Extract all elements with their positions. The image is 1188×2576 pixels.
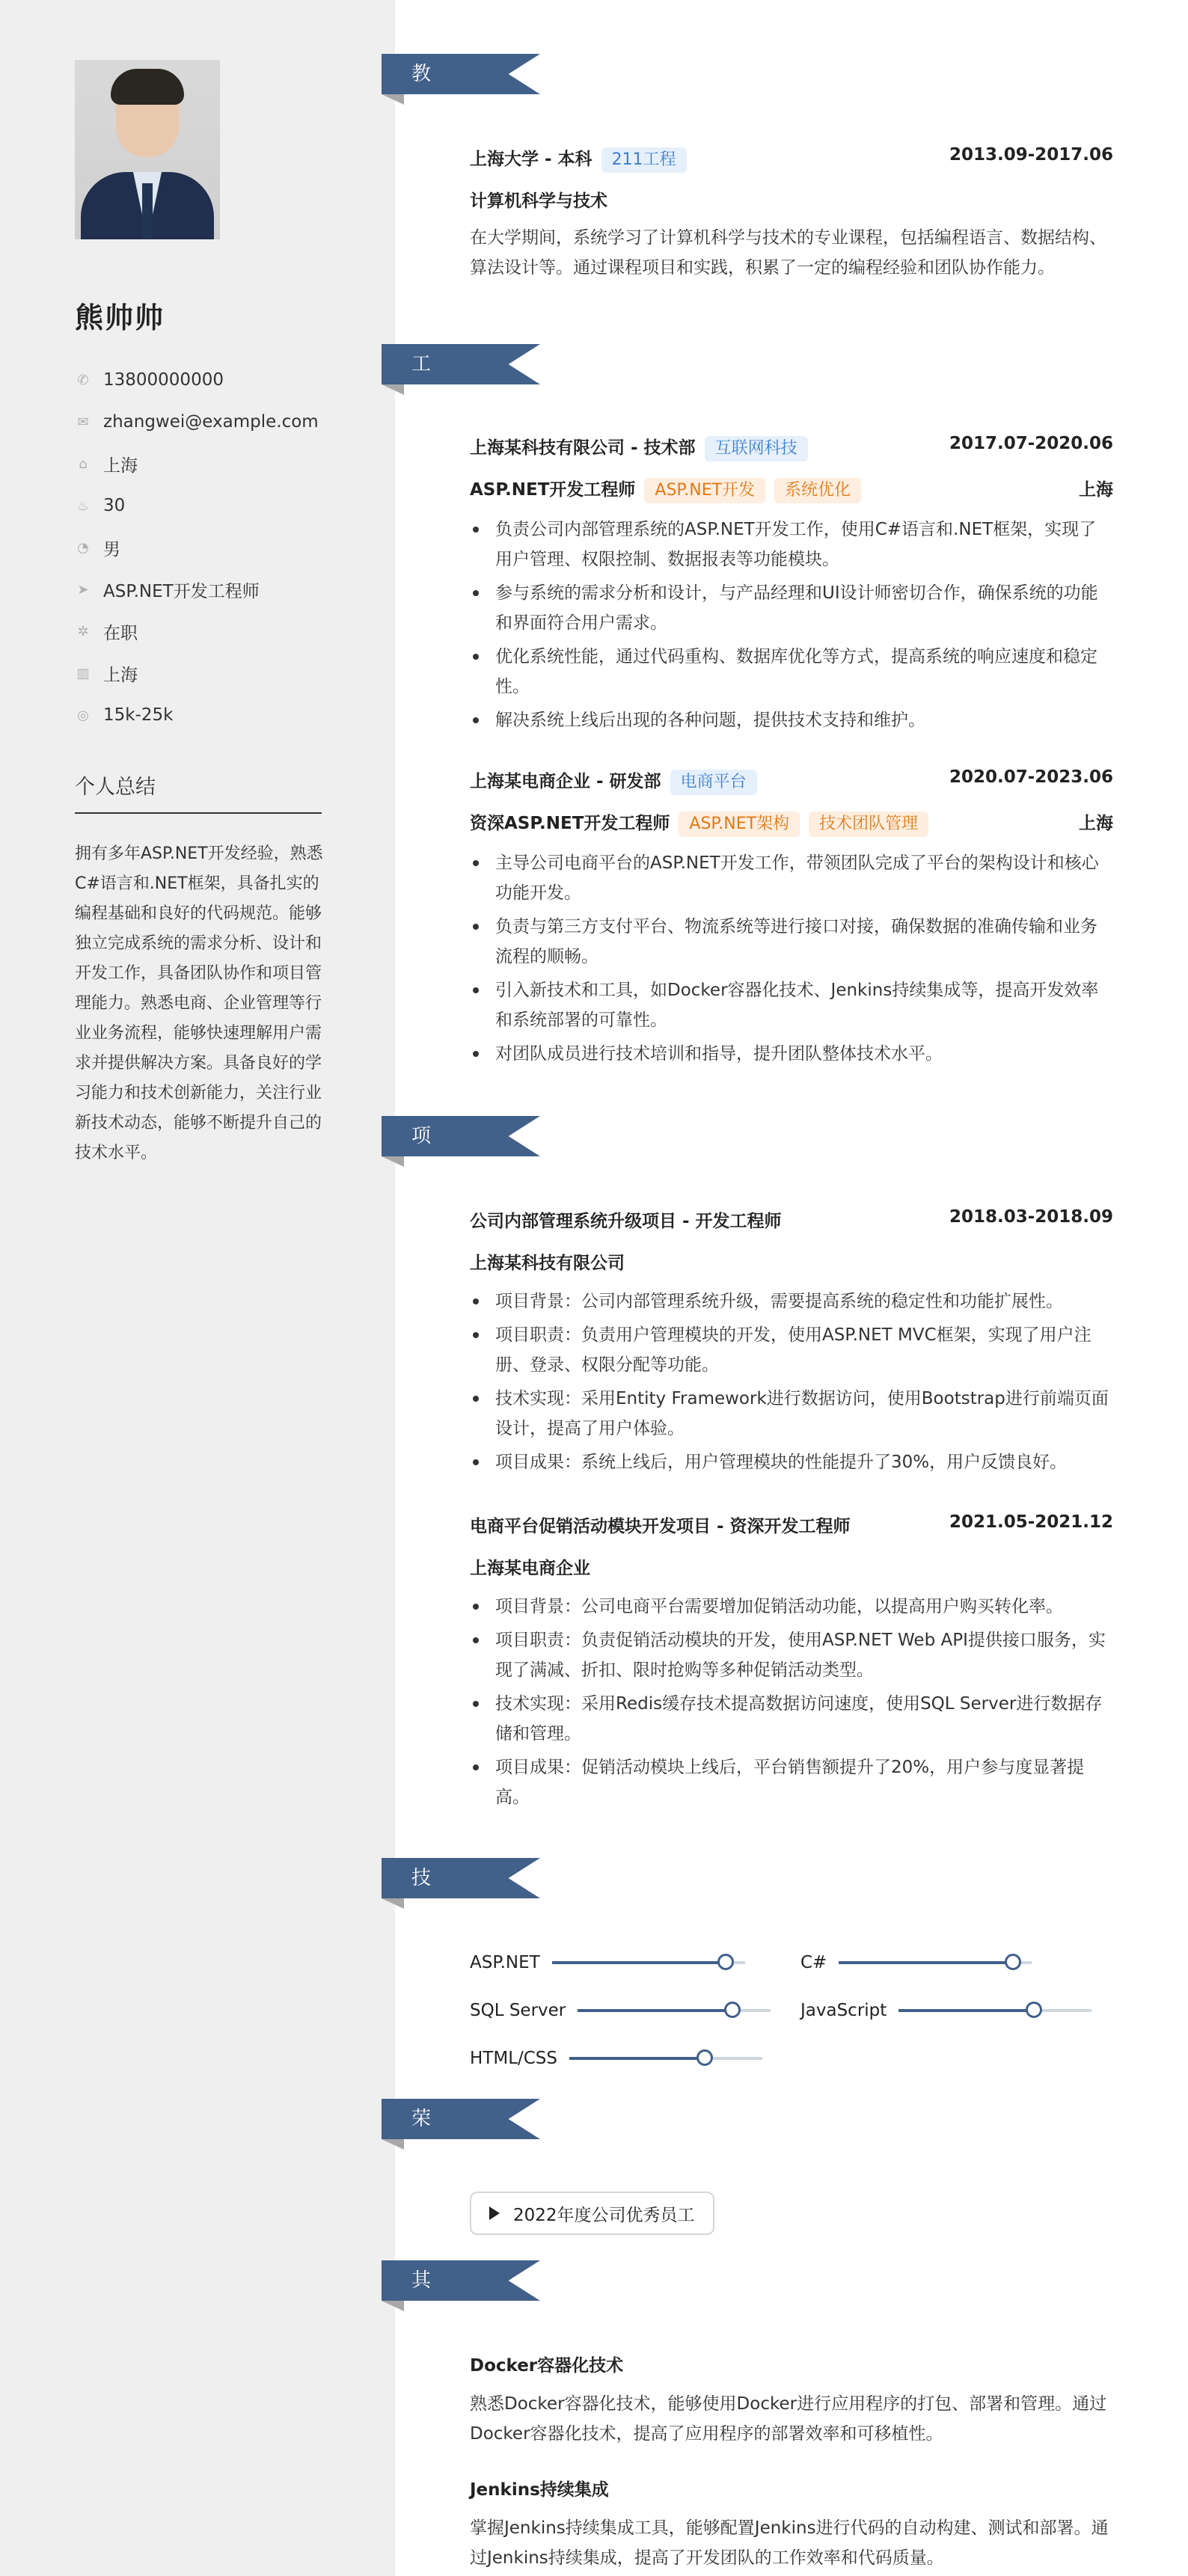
industry-tag: 电商平台 (670, 770, 757, 795)
skill-bar (569, 2057, 762, 2060)
project-title: 公司内部管理系统升级项目 - 开发工程师 (470, 1212, 782, 1231)
list-item: 主导公司电商平台的ASP.NET开发工作，带领团队完成了平台的架构设计和核心功能开发。 (470, 848, 1113, 908)
skill-item (800, 1996, 1091, 2025)
industry-tag: 互联网科技 (705, 436, 808, 461)
email-row (75, 401, 319, 443)
status-text: 在职 (103, 623, 138, 643)
education-desc: 在大学期间，系统学习了计算机科学与技术的专业课程，包括编程语言、数据结构、算法设计等。通过课程项目和实践，积累了一定的编程经验和团队协作能力。 (470, 228, 1106, 277)
skill-bar (552, 1961, 745, 1964)
skill-tag: 技术团队管理 (809, 812, 928, 837)
building-icon: ▥ (76, 665, 90, 681)
project-title: 电商平台促销活动模块开发项目 - 资深开发工程师 (470, 1517, 851, 1536)
list-item: 项目职责：负责促销活动模块的开发，使用ASP.NET Web API提供接口服务，实现了满减、折扣、限时抢购等多种促销活动类型。 (470, 1625, 1113, 1685)
phone-icon: ✆ (77, 372, 89, 388)
list-item: 参与系统的需求分析和设计，与产品经理和UI设计师密切合作，确保系统的功能和界面符合用户需求。 (470, 578, 1113, 638)
list-item: 解决系统上线后出现的各种问题，提供技术支持和维护。 (470, 705, 1113, 735)
project-header (470, 1512, 1113, 1537)
list-item: 引入新技术和工具，如Docker容器化技术、Jenkins持续集成等，提高开发效率和系统部署的可靠性。 (470, 975, 1113, 1035)
list-item: 对团队成员进行技术培训和指导，提升团队整体技术水平。 (470, 1039, 1113, 1069)
candidate-name: 熊帅帅 (75, 301, 165, 334)
list-item: 负责公司内部管理系统的ASP.NET开发工作，使用C#语言和.NET框架，实现了用户管理、权限控制、数据报表等功能模块。 (470, 515, 1113, 574)
city-row (75, 652, 319, 694)
education-major: 计算机科学与技术 (470, 191, 607, 211)
list-item: 项目成果：促销活动模块上线后，平台销售额提升了20%，用户参与度显著提高。 (470, 1752, 1113, 1812)
position-row (75, 568, 319, 610)
gender-icon: ◔ (77, 539, 89, 556)
education-header (470, 145, 1113, 173)
work-bullets (470, 848, 1113, 1073)
skill-tag: ASP.NET架构 (679, 812, 800, 837)
section-title: 项目经历 (411, 1125, 432, 1269)
status-row (75, 610, 319, 652)
other-text: 熟悉Docker容器化技术，能够使用Docker进行应用程序的打包、部署和管理。通过Docker容器化技术，提高了应用程序的部署效率和可移植性。 (470, 2394, 1107, 2444)
work-date: 2020.07-2023.06 (949, 767, 1113, 787)
section-title: 其他信息 (411, 2269, 432, 2413)
salary-row (75, 694, 319, 736)
skill-bar (839, 1961, 1032, 1964)
work-company: 上海某电商企业 - 研发部 (470, 772, 661, 791)
list-item: 项目成果：系统上线后，用户管理模块的性能提升了30%，用户反馈良好。 (470, 1447, 1113, 1477)
work-role-row (470, 809, 1113, 837)
list-item: 技术实现：采用Redis缓存技术提高数据访问速度，使用SQL Server进行数据存储和管理。 (470, 1689, 1113, 1749)
summary-title: 个人总结 (75, 776, 156, 799)
skill-bar (898, 2009, 1091, 2012)
gear-icon: ✲ (77, 623, 89, 640)
skill-tag: ASP.NET开发 (644, 478, 765, 503)
skill-knob (724, 2002, 741, 2018)
skill-item (470, 1948, 745, 1978)
skill-name: HTML/CSS (470, 2049, 558, 2068)
skill-name: JavaScript (800, 2001, 887, 2020)
work-role: 资深ASP.NET开发工程师 (470, 814, 670, 833)
cake-icon: ♨ (76, 497, 90, 514)
award-text: 2022年度公司优秀员工 (513, 2205, 695, 2225)
gender-row (75, 527, 319, 568)
list-item: 项目背景：公司电商平台需要增加促销活动功能，以提高用户购买转化率。 (470, 1592, 1113, 1622)
project-date: 2018.03-2018.09 (949, 1207, 1113, 1227)
list-item: 项目背景：公司内部管理系统升级，需要提高系统的稳定性和功能扩展性。 (470, 1287, 1113, 1316)
skill-knob (717, 1954, 734, 1970)
skill-tag: 系统优化 (774, 478, 861, 503)
list-item: 技术实现：采用Entity Framework进行数据访问，使用Bootstrap进行前端页面设计，提高了用户体验。 (470, 1384, 1113, 1444)
email-text: zhangwei@example.com (103, 412, 319, 432)
skill-knob (1026, 2002, 1042, 2018)
skill-name: ASP.NET (470, 1953, 540, 1972)
salary-text: 15k-25k (103, 705, 174, 725)
section-title: 工作经历 (411, 353, 432, 497)
section-title: 荣誉奖项 (411, 2108, 432, 2251)
work-role-row (470, 476, 1113, 503)
other-text: 掌握Jenkins持续集成工具，能够配置Jenkins进行代码的自动构建、测试和部署。通过Jenkins持续集成，提高了开发团队的工作效率和代码质量。 (470, 2518, 1109, 2568)
age-row (75, 485, 319, 527)
city-text: 上海 (103, 665, 138, 685)
phone-row (75, 359, 319, 401)
work-role: ASP.NET开发工程师 (470, 480, 636, 500)
school-name: 上海大学 - 本科 (470, 150, 593, 169)
skill-knob (1005, 1954, 1021, 1970)
award-item (470, 2192, 714, 2235)
work-city: 上海 (1079, 480, 1113, 500)
position-text: ASP.NET开发工程师 (103, 581, 260, 601)
work-date: 2017.07-2020.06 (949, 434, 1113, 453)
project-bullets (470, 1592, 1113, 1816)
work-city: 上海 (1079, 814, 1113, 833)
list-item: 优化系统性能，通过代码重构、数据库优化等方式，提高系统的响应速度和稳定性。 (470, 642, 1113, 702)
send-icon: ➤ (77, 581, 89, 598)
summary-text: 拥有多年ASP.NET开发经验，熟悉C#语言和.NET框架，具备扎实的编程基础和良好的代码规范。能够独立完成系统的需求分析、设计和开发工作，具备团队协作和项目管理能力。熟悉电商、企业管理等行业业务流程，能够快速理解用户需求并提供解决方案。具备良好的学习能力和技术创新能力，关注行业新技术动态，能够不断提升自己的技术水平。 (75, 844, 323, 1162)
project-header (470, 1207, 1113, 1232)
section-title: 技能专长 (411, 1867, 432, 2011)
skill-item (800, 1948, 1032, 1978)
mail-icon: ✉ (77, 414, 89, 430)
phone-text: 13800000000 (103, 370, 224, 390)
sidebar (0, 0, 395, 2576)
skill-item (470, 2043, 762, 2073)
school-tag: 211工程 (601, 147, 687, 173)
other-title: Jenkins持续集成 (470, 2480, 609, 2500)
skill-knob (696, 2049, 713, 2066)
skill-item (470, 1996, 771, 2025)
location-text: 上海 (103, 456, 138, 476)
list-item: 负责与第三方支付平台、物流系统等进行接口对接，确保数据的准确传输和业务流程的顺畅。 (470, 912, 1113, 972)
age-text: 30 (103, 496, 126, 515)
play-icon (489, 2207, 500, 2220)
list-item: 项目职责：负责用户管理模块的开发，使用ASP.NET MVC框架，实现了用户注册、登录、权限分配等功能。 (470, 1320, 1113, 1380)
project-company: 上海某电商企业 (470, 1559, 590, 1578)
section-title: 教育经历 (411, 63, 432, 206)
money-icon: ◎ (77, 707, 89, 723)
work-bullets (470, 515, 1113, 739)
work-header (470, 767, 1113, 795)
education-date: 2013.09-2017.06 (949, 145, 1113, 165)
skill-name: SQL Server (470, 2001, 566, 2020)
location-row (75, 443, 319, 485)
work-company: 上海某科技有限公司 - 技术部 (470, 438, 696, 458)
summary-divider (75, 812, 322, 814)
skill-name: C# (800, 1953, 827, 1972)
gender-text: 男 (103, 539, 120, 559)
contact-info (75, 359, 319, 736)
skill-bar (578, 2009, 771, 2012)
project-company: 上海某科技有限公司 (470, 1254, 625, 1273)
project-date: 2021.05-2021.12 (949, 1512, 1113, 1532)
work-header (470, 434, 1113, 461)
other-title: Docker容器化技术 (470, 2356, 624, 2376)
home-icon: ⌂ (79, 456, 88, 472)
project-bullets (470, 1287, 1113, 1481)
profile-photo (75, 60, 220, 239)
